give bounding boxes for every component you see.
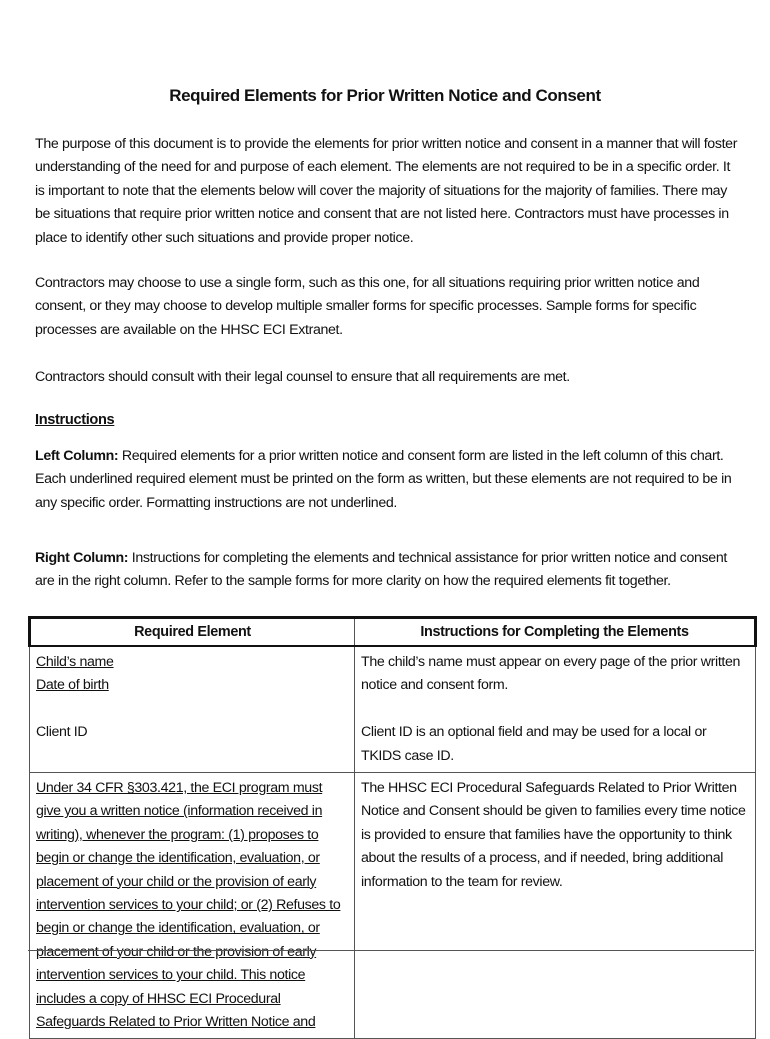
document-title: Required Elements for Prior Written Notice and Consent — [169, 86, 601, 105]
client-id-element: Client ID — [36, 724, 88, 741]
legal-counsel-paragraph: Contractors should consult with their legal counsel to ensure that all requirements are met. — [35, 369, 570, 385]
childs-name-instruction: The child’s name must appear on every page of the prior written notice and consent form. — [361, 654, 741, 694]
left-column-lead: Left Column: — [35, 448, 119, 464]
procedural-safeguards-instruction: The HHSC ECI Procedural Safeguards Related to Prior Written Notice and Consent should be given to families every time notice is provided to ensure that families have the opportunity to think about the results of a process, and if needed, bring additional information to the team for review. — [361, 780, 746, 890]
required-element-cell — [30, 773, 355, 1039]
right-column-text: Instructions for completing the elements and technical assistance for prior written notice and consent are in the right column. Refer to the sample forms for more clarity on how the required elements fit together. — [35, 550, 727, 590]
purpose-paragraph: The purpose of this document is to provide the elements for prior written notice and consent in a manner that will foster understanding of the need for and purpose of each element. The elements are not required to be in a specific order. It is important to note that the elements below will cover the majority of situations for the majority of families. There may be situations that require prior written notice and consent that are not listed here. Contractors must have processes in place to identify other such situations and provide proper notice. — [35, 136, 738, 246]
forms-paragraph: Contractors may choose to use a single form, such as this one, for all situations requiring prior written notice and consent, or they may choose to develop multiple smaller forms for specific processes. Sample forms for specific processes are available on the HHSC ECI Extranet. — [35, 275, 700, 338]
instructions-cell — [355, 646, 756, 773]
instructions-heading: Instructions — [35, 412, 115, 428]
left-column-instructions — [35, 445, 743, 515]
instructions-header: Instructions for Completing the Elements — [355, 618, 756, 647]
left-column-text: Required elements for a prior written notice and consent form are listed in the left column of this chart. Each underlined required element must be printed on the form as written, but these elements are not required to be in any specific order. Formatting instructions are not underlined. — [35, 448, 732, 511]
notice-requirement-element: Under 34 CFR §303.421, the ECI program must give you a written notice (information received in writing), whenever the program: (1) proposes to begin or change the identification, evaluation, or placement of your child or the provision of early intervention services to your child; or (2) Refuses to begin or change the identification, evaluation, or placement of your child or the provision of early intervention services to your child. This notice includes a copy of HHSC ECI Procedural Safeguards Related to Prior Written Notice and — [36, 780, 341, 1031]
table-row — [30, 773, 756, 1039]
table-bottom-border — [28, 950, 754, 951]
table-header-row — [30, 618, 756, 647]
right-column-instructions — [35, 547, 743, 594]
childs-name-element: Child’s name — [36, 654, 114, 670]
instructions-cell — [355, 773, 756, 1039]
right-column-lead: Right Column: — [35, 550, 129, 566]
required-element-header: Required Element — [30, 618, 355, 647]
date-of-birth-element: Date of birth — [36, 677, 109, 694]
required-elements-table — [28, 616, 757, 1039]
client-id-instruction: Client ID is an optional field and may be used for a local or TKIDS case ID. — [361, 724, 707, 764]
required-element-cell — [30, 646, 355, 773]
table-row — [30, 646, 756, 773]
